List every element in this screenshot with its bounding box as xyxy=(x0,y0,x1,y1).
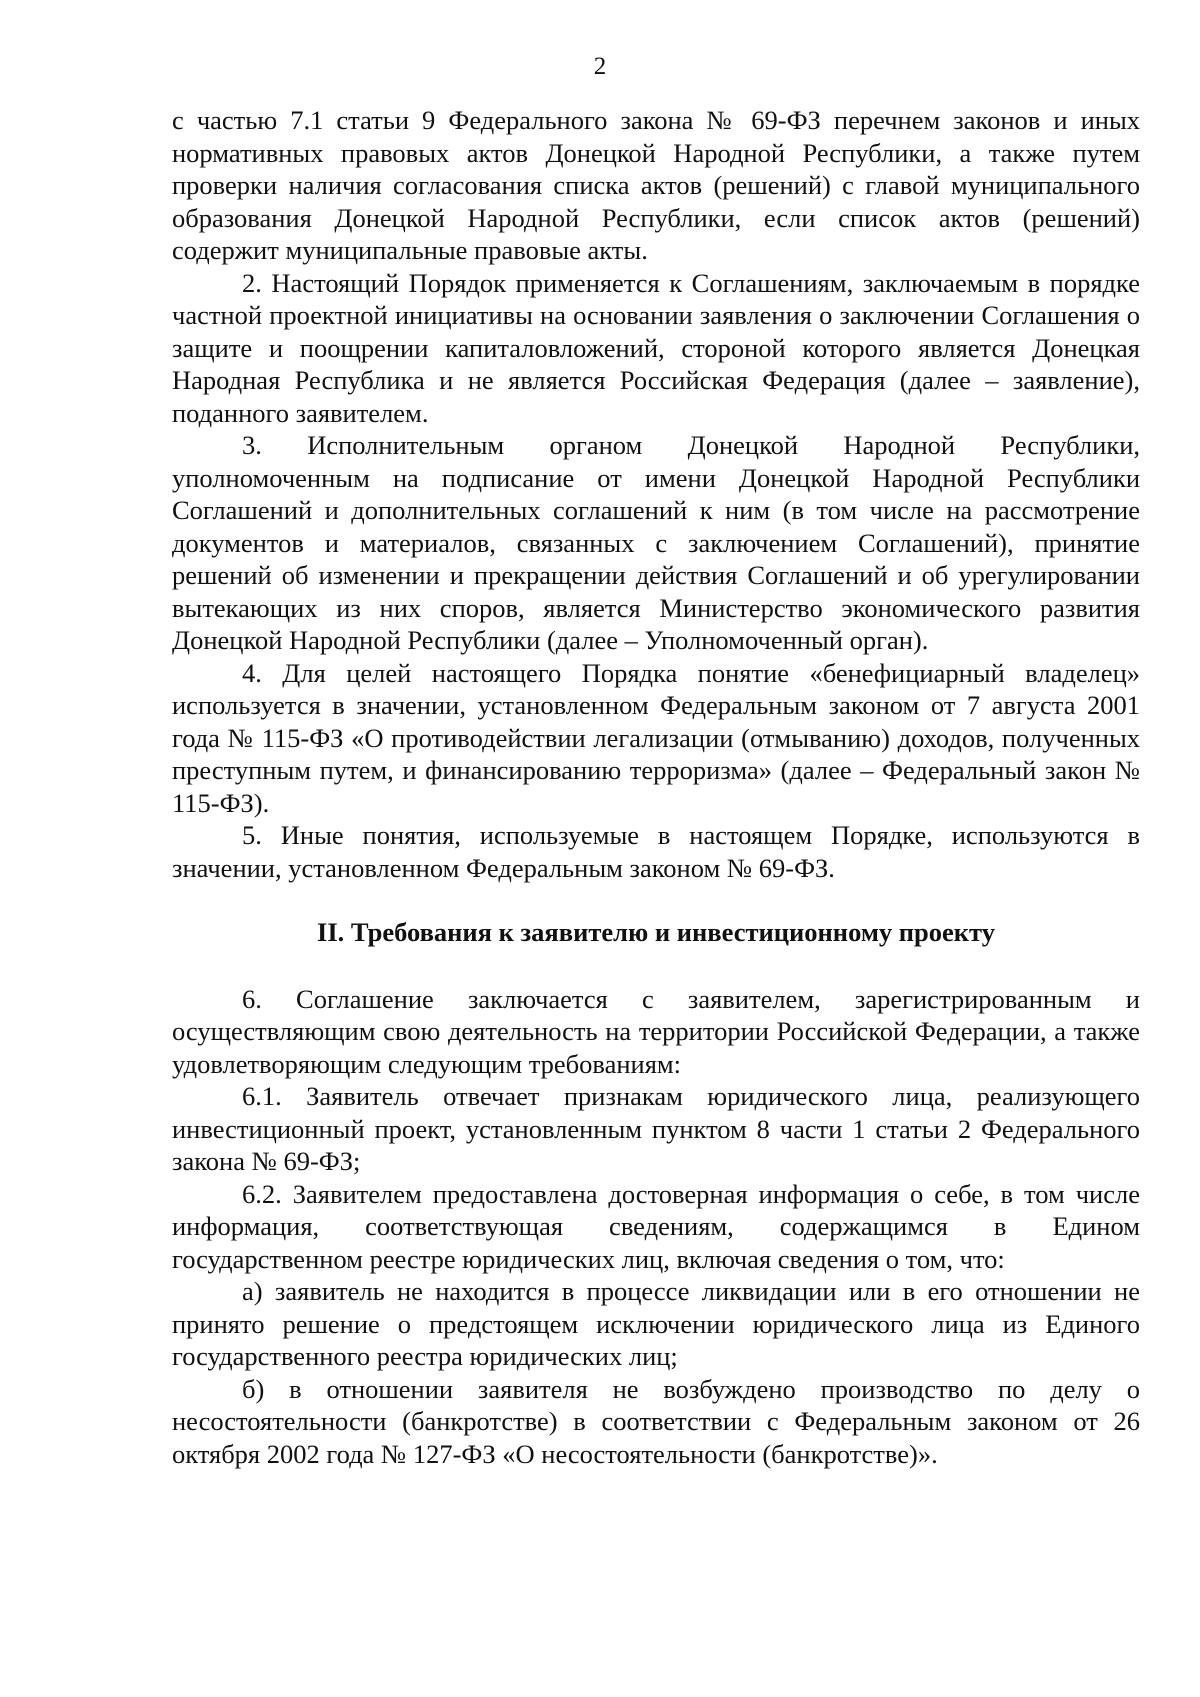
paragraph-item-2: 2. Настоящий Порядок применяется к Соглашениям, заключаемым в порядке частной проектной инициативы на основании заявления о заключении Соглашения о защите и поощрении капиталовложений, стороной которого является Донецкая Народная Республика и не является Российская Федерация (далее – заявление), поданного заявителем. xyxy=(172,267,1140,428)
paragraph-item-6: 6. Соглашение заключается с заявителем, зарегистрированным и осуществляющим свою деятельность на территории Российской Федерации, а также удовлетворяющим следующим требованиям: xyxy=(172,983,1140,1079)
document-body xyxy=(172,104,1140,1470)
paragraph-item-4: 4. Для целей настоящего Порядка понятие «бенефициарный владелец» используется в значении, установленном Федеральным законом от 7 августа 2001 года № 115-ФЗ «О противодействии легализации (отмыванию) доходов, полученных преступным путем, и финансированию терроризма» (далее – Федеральный закон № 115-ФЗ). xyxy=(172,657,1140,818)
paragraph-item-5: 5. Иные понятия, используемые в настоящем Порядке, используются в значении, установленном Федеральным законом № 69-ФЗ. xyxy=(172,820,1140,883)
page-number: 2 xyxy=(593,53,607,80)
paragraph-item-6-2-a: а) заявитель не находится в процессе ликвидации или в его отношении не принято решение о предстоящем исключении юридического лица из Единого государственного реестра юридических лиц; xyxy=(172,1276,1140,1371)
paragraph-item-3: 3. Исполнительным органом Донецкой Народной Республики, уполномоченным на подписание от имени Донецкой Народной Республики Соглашений и дополнительных соглашений к ним (в том числе на рассмотрение документов и материалов, связанных с заключением Соглашений), принятие решений об изменении и прекращении действия Соглашений и об урегулировании вытекающих из них споров, является Министерство экономического развития Донецкой Народной Республики (далее – Уполномоченный орган). xyxy=(172,430,1140,655)
paragraph-continuation: с частью 7.1 статьи 9 Федерального закона № 69-ФЗ перечнем законов и иных нормативных правовых актов Донецкой Народной Республики, а также путем проверки наличия согласования списка актов (решений) с главой муниципального образования Донецкой Народной Республики, если список актов (решений) содержит муниципальные правовые акты. xyxy=(172,105,1140,265)
paragraph-item-6-2-b: б) в отношении заявителя не возбуждено производство по делу о несостоятельности (банкротстве) в соответствии с Федеральным законом от 26 октября 2002 года № 127-ФЗ «О несостоятельности (банкротстве)». xyxy=(172,1373,1140,1469)
paragraph-item-6-1: 6.1. Заявитель отвечает признакам юридического лица, реализующего инвестиционный проект, установленным пунктом 8 части 1 статьи 2 Федерального закона № 69-ФЗ; xyxy=(172,1081,1140,1176)
paragraph-item-6-2: 6.2. Заявителем предоставлена достоверная информация о себе, в том числе информация, соответствующая сведениям, содержащимся в Едином государственном реестре юридических лиц, включая сведения о том, что: xyxy=(172,1178,1140,1274)
section-heading: II. Требования к заявителю и инвестиционному проекту xyxy=(317,917,995,947)
